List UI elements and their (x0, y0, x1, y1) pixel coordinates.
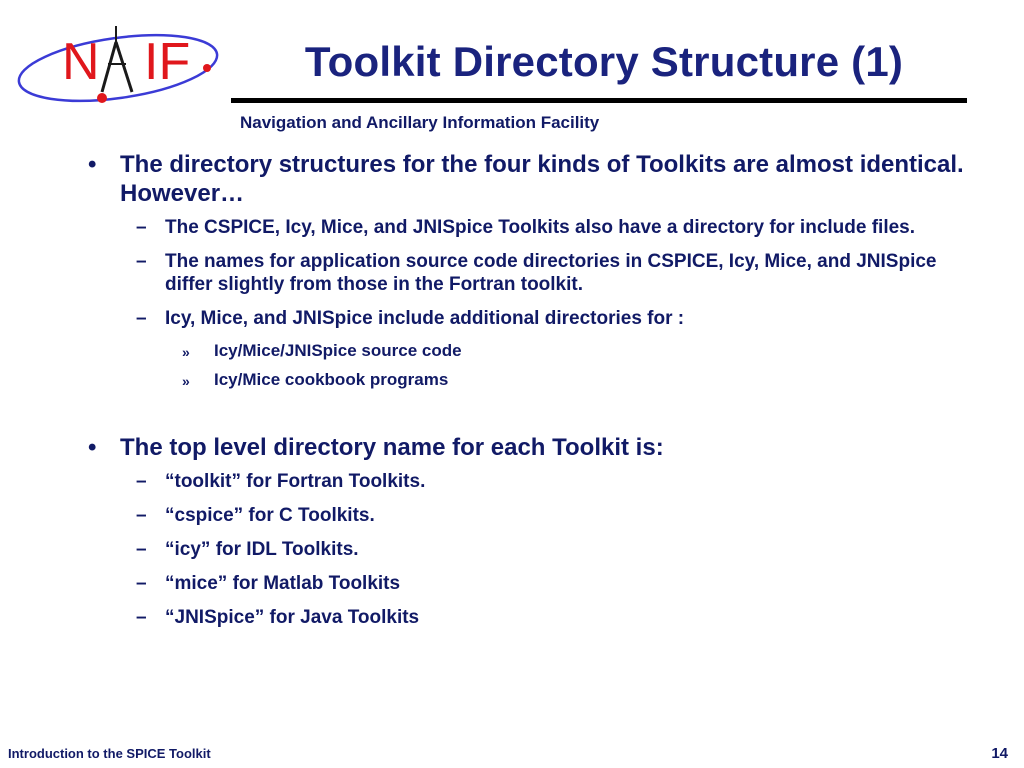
section-gap (88, 399, 968, 433)
bullet-text: The directory structures for the four kinds of Toolkits are almost identical. However… (120, 151, 964, 207)
bullet-item (88, 433, 968, 462)
sub-bullet-item (136, 504, 968, 527)
sub-sub-bullet-text: Icy/Mice cookbook programs (214, 370, 449, 389)
sub-bullet-item (136, 538, 968, 561)
sub-sub-bullet-text: Icy/Mice/JNISpice source code (214, 341, 462, 360)
bullet-text: The top level directory name for each Toolkit is: (120, 434, 664, 461)
sub-bullet-item (136, 572, 968, 595)
dash-marker: – (136, 539, 147, 560)
dash-marker: – (136, 251, 147, 272)
dash-marker: – (136, 471, 147, 492)
svg-text:IF: IF (144, 33, 191, 91)
bullet-marker: • (88, 434, 97, 461)
sub-bullet-item (136, 250, 968, 296)
sub-bullet-text: “mice” for Matlab Toolkits (165, 573, 401, 594)
sub-sub-bullet-item (182, 370, 968, 390)
chevron-marker: » (182, 373, 190, 389)
sub-bullet-text: The CSPICE, Icy, Mice, and JNISpice Toolkits also have a directory for include files. (165, 217, 916, 238)
bullet-item (88, 150, 968, 208)
sub-bullet-text: Icy, Mice, and JNISpice include additional directories for : (165, 308, 685, 329)
dash-marker: – (136, 217, 147, 238)
bullet-marker: • (88, 151, 97, 178)
footer-label: Introduction to the SPICE Toolkit (8, 746, 211, 761)
chevron-marker: » (182, 344, 190, 360)
page-subtitle: Navigation and Ancillary Information Facility (240, 113, 600, 132)
dash-marker: – (136, 308, 147, 329)
sub-bullet-item (136, 470, 968, 493)
sub-bullet-text: “toolkit” for Fortran Toolkits. (165, 471, 426, 492)
sub-bullet-item (136, 606, 968, 629)
sub-sub-bullet-item (182, 341, 968, 361)
dash-marker: – (136, 573, 147, 594)
svg-text:N: N (62, 33, 100, 91)
sub-bullet-text: “cspice” for C Toolkits. (165, 505, 375, 526)
sub-bullet-text: “icy” for IDL Toolkits. (165, 539, 359, 560)
dash-marker: – (136, 505, 147, 526)
sub-bullet-text: “JNISpice” for Java Toolkits (165, 607, 420, 628)
dash-marker: – (136, 607, 147, 628)
page-title: Toolkit Directory Structure (1) (304, 38, 904, 85)
page-number: 14 (991, 745, 1008, 762)
naif-logo (14, 22, 228, 112)
sub-bullet-item (136, 307, 968, 330)
slide-content (88, 150, 968, 640)
title-divider (231, 98, 967, 103)
sub-bullet-text: The names for application source code directories in CSPICE, Icy, Mice, and JNISpice differ slightly from those in the Fortran toolkit. (165, 251, 937, 295)
sub-bullet-item (136, 216, 968, 239)
